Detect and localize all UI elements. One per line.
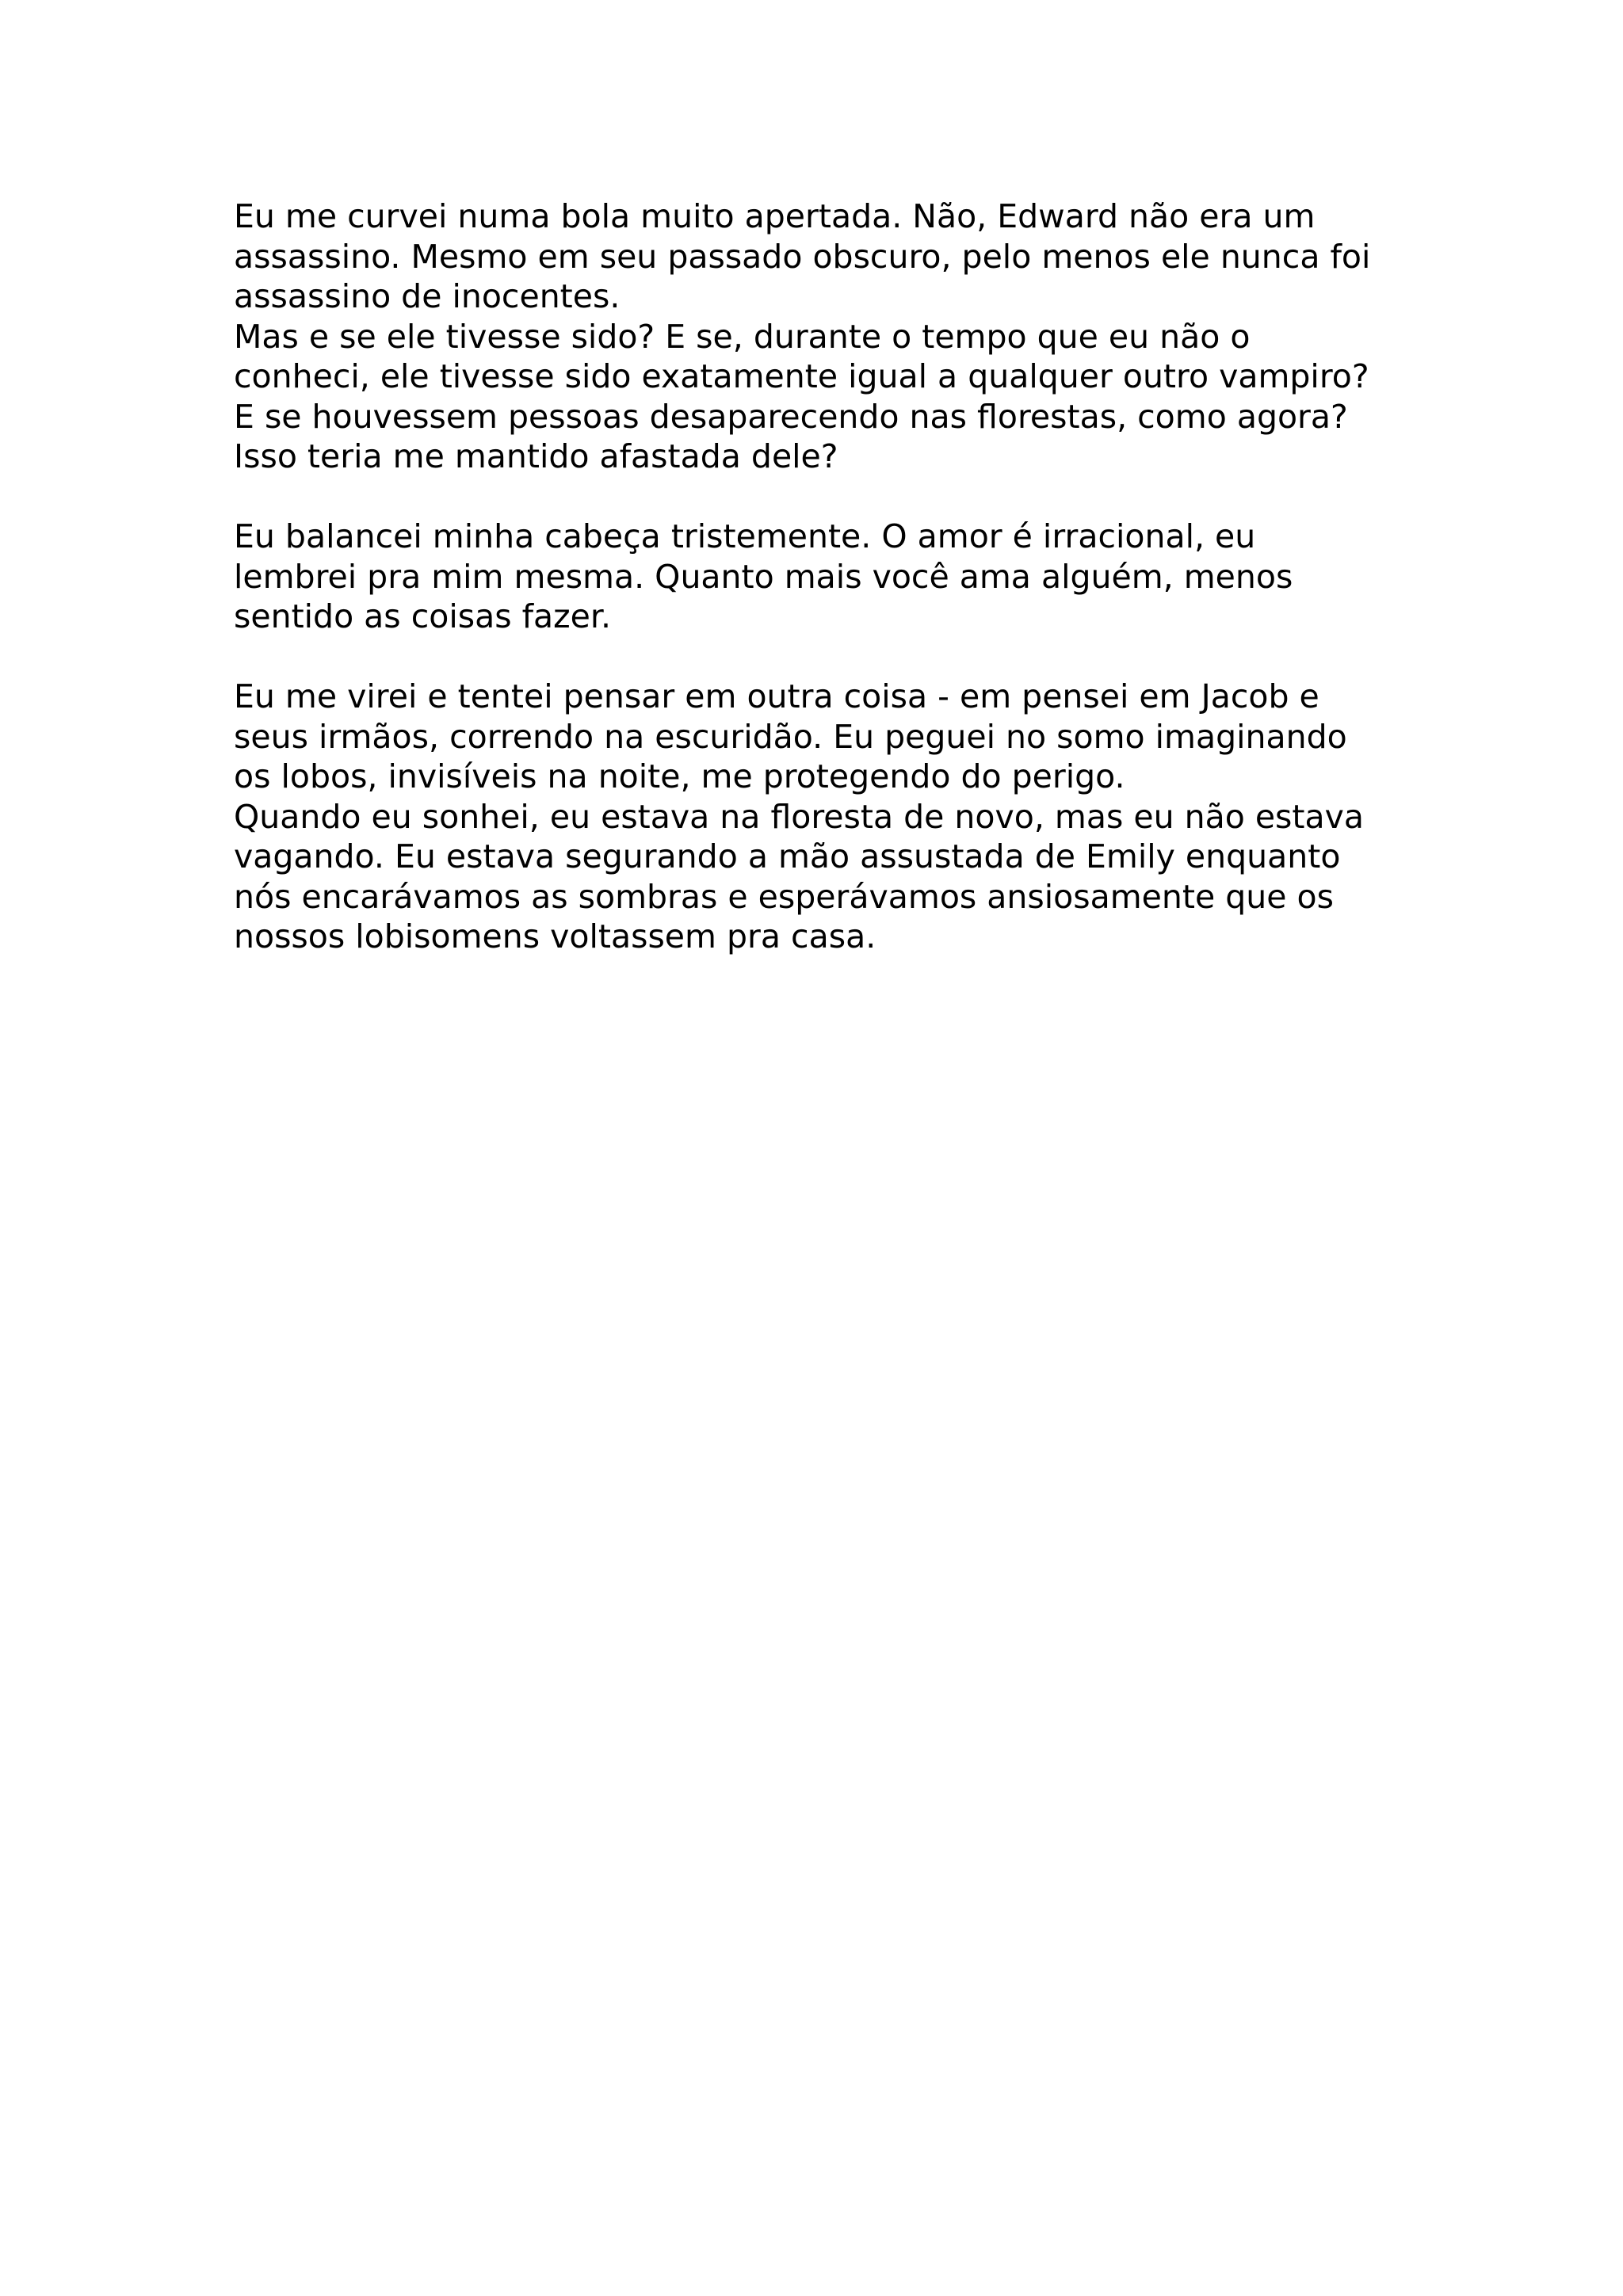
text-line: assassino. Mesmo em seu passado obscuro, pelo menos ele nunca foi: [234, 237, 1371, 276]
paragraph-4: [234, 677, 1423, 797]
text-line: Eu me virei e tentei pensar em outra coisa - em pensei em Jacob e: [234, 677, 1319, 715]
paragraph-5: [234, 797, 1423, 957]
text-line: E se houvessem pessoas desaparecendo nas florestas, como agora?: [234, 397, 1348, 436]
paragraph-3: [234, 517, 1423, 637]
text-line: os lobos, invisíveis na noite, me protegendo do perigo.: [234, 757, 1125, 795]
text-line: assassino de inocentes.: [234, 277, 621, 315]
text-line: Mas e se ele tivesse sido? E se, durante o tempo que eu não o: [234, 317, 1251, 356]
text-line: sentido as coisas fazer.: [234, 597, 612, 635]
text-line: Quando eu sonhei, eu estava na floresta de novo, mas eu não estava: [234, 797, 1364, 836]
text-line: lembrei pra mim mesma. Quanto mais você ama alguém, menos: [234, 557, 1293, 596]
text-line: nossos lobisomens voltassem pra casa.: [234, 917, 876, 955]
text-line: Eu me curvei numa bola muito apertada. Não, Edward não era um: [234, 197, 1316, 235]
paragraph-2: [234, 317, 1423, 477]
text-line: vagando. Eu estava segurando a mão assustada de Emily enquanto: [234, 837, 1341, 875]
document-body: [234, 196, 1423, 957]
paragraph-spacer: [234, 477, 1423, 517]
text-line: nós encarávamos as sombras e esperávamos ansiosamente que os: [234, 877, 1334, 916]
text-line: conheci, ele tivesse sido exatamente igual a qualquer outro vampiro?: [234, 357, 1369, 395]
paragraph-spacer: [234, 637, 1423, 677]
text-line: Eu balancei minha cabeça tristemente. O amor é irracional, eu: [234, 517, 1256, 555]
text-line: seus irmãos, correndo na escuridão. Eu peguei no somo imaginando: [234, 717, 1347, 756]
text-line: Isso teria me mantido afastada dele?: [234, 437, 838, 475]
paragraph-1: [234, 196, 1423, 317]
